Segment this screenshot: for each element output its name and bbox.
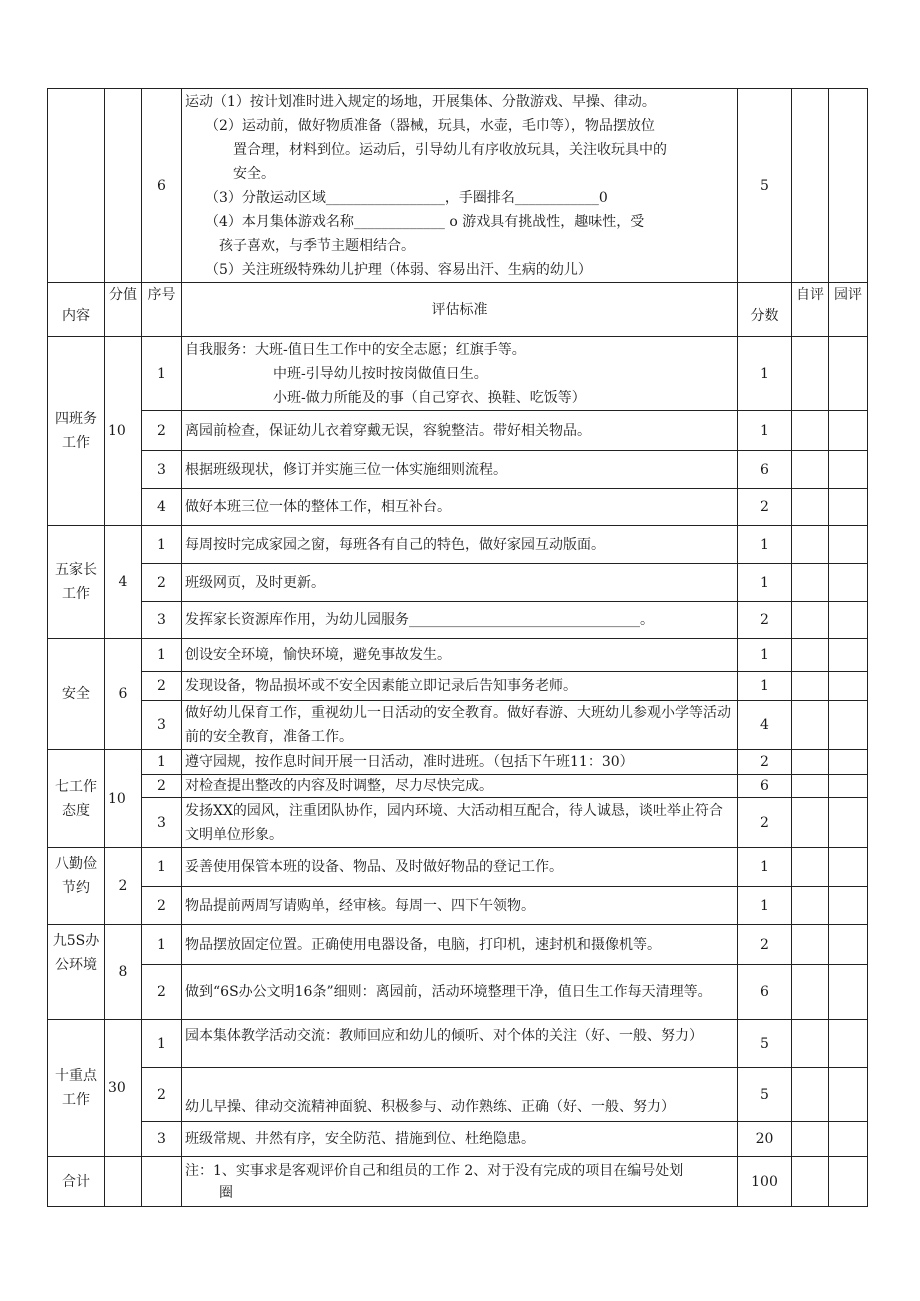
points-cell: 6 [105,639,142,750]
self-eval-cell [792,925,829,965]
criteria-cell: 发现设备，物品损坏或不安全因素能立即记录后告知事务老师。 [182,672,738,701]
score-cell: 2 [738,750,792,775]
school-eval-cell [829,602,868,639]
table-row [48,965,868,1020]
score-cell: 1 [738,887,792,925]
criteria-cell: 班级常规、井然有序，安全防范、措施到位、杜绝隐患。 [182,1122,738,1157]
criteria-line: 运动（1）按计划准时进入规定的场地，开展集体、分散游戏、早操、律动。 [185,93,656,110]
self-eval-cell [792,89,829,283]
criteria-line: 小班-做力所能及的事（自己穿衣、换鞋、吃饭等） [273,389,586,406]
table-row [48,925,868,965]
self-eval-cell [792,489,829,526]
criteria-cell: 园本集体教学活动交流：教师回应和幼儿的倾听、对个体的关注（好、一般、努力） [182,1020,738,1068]
seq-cell: 2 [142,965,182,1020]
score-cell: 1 [738,564,792,602]
school-eval-cell [829,639,868,672]
table-row [48,750,868,775]
score-cell: 2 [738,798,792,848]
table-row [48,887,868,925]
school-eval-cell [829,1020,868,1068]
self-eval-cell [792,1068,829,1122]
seq-cell: 2 [142,775,182,798]
category-cell: 安全 [48,639,105,750]
self-eval-cell [792,411,829,451]
score-cell: 6 [738,775,792,798]
school-eval-cell [829,489,868,526]
score-cell: 5 [738,89,792,283]
score-cell: 6 [738,451,792,489]
seq-cell: 3 [142,798,182,848]
school-eval-cell [829,848,868,887]
school-eval-cell [829,775,868,798]
self-eval-cell [792,1157,829,1207]
points-cell [105,89,142,283]
score-cell: 1 [738,337,792,411]
self-eval-cell [792,848,829,887]
criteria-cell: 妥善使用保管本班的设备、物品、及时做好物品的登记工作。 [182,848,738,887]
header-content: 内容 [48,283,105,337]
criteria-line: 安全。 [233,165,275,182]
school-eval-cell [829,701,868,750]
self-eval-cell [792,639,829,672]
score-cell: 1 [738,411,792,451]
header-points: 分值 [105,283,142,337]
seq-cell [142,1157,182,1207]
criteria-line: 孩子喜欢，与季节主题相结合。 [219,237,415,254]
points-cell [105,1157,142,1207]
criteria-cell: 发挥家长资源库作用，为幼儿园服务_________________________________。 [182,602,738,639]
criteria-cell: 班级网页，及时更新。 [182,564,738,602]
total-score: 100 [738,1157,792,1207]
table-row [48,672,868,701]
self-eval-cell [792,337,829,411]
school-eval-cell [829,411,868,451]
self-eval-cell [792,965,829,1020]
points-cell: 30 [105,1020,142,1157]
self-eval-cell [792,701,829,750]
seq-cell: 2 [142,887,182,925]
table-row [48,89,868,283]
criteria-cell: 物品提前两周写请购单，经审核。每周一、四下午领物。 [182,887,738,925]
category-cell: 五家长工作 [48,526,105,639]
self-eval-cell [792,451,829,489]
seq-cell: 1 [142,639,182,672]
criteria-line: 置合理，材料到位。运动后，引导幼儿有序收放玩具，关注收玩具中的 [233,141,667,158]
score-cell: 2 [738,602,792,639]
score-cell: 1 [738,672,792,701]
seq-cell: 1 [142,750,182,775]
criteria-cell [182,337,738,411]
table-row [48,775,868,798]
seq-cell: 1 [142,526,182,564]
criteria-cell: 做好本班三位一体的整体工作，相互补台。 [182,489,738,526]
seq-cell: 1 [142,337,182,411]
criteria-cell: 物品摆放固定位置。正确使用电器设备，电脑，打印机，速封机和摄像机等。 [182,925,738,965]
school-eval-cell [829,750,868,775]
table-row [48,701,868,750]
table-row [48,1020,868,1068]
school-eval-cell [829,526,868,564]
self-eval-cell [792,750,829,775]
points-cell: 8 [105,925,142,1020]
table-row [48,411,868,451]
school-eval-cell [829,337,868,411]
header-school-eval: 园评 [829,283,868,337]
seq-cell: 3 [142,451,182,489]
table-row [48,564,868,602]
total-note [182,1157,738,1207]
seq-cell: 2 [142,672,182,701]
seq-cell: 1 [142,1020,182,1068]
category-cell: 七工作态度 [48,750,105,848]
school-eval-cell [829,1157,868,1207]
score-cell: 5 [738,1068,792,1122]
score-cell: 4 [738,701,792,750]
header-score: 分数 [738,283,792,337]
criteria-cell: 做到“6S办公文明16条”细则：离园前，活动环境整理干净，值日生工作每天清理等。 [182,965,738,1020]
school-eval-cell [829,451,868,489]
seq-cell: 6 [142,89,182,283]
points-cell: 10 [105,750,142,848]
table-row [48,489,868,526]
seq-cell: 2 [142,411,182,451]
self-eval-cell [792,526,829,564]
school-eval-cell [829,925,868,965]
score-cell: 6 [738,965,792,1020]
seq-cell: 3 [142,1122,182,1157]
criteria-cell: 离园前检查，保证幼儿衣着穿戴无误，容貌整洁。带好相关物品。 [182,411,738,451]
self-eval-cell [792,775,829,798]
school-eval-cell [829,1068,868,1122]
points-cell: 4 [105,526,142,639]
criteria-cell: 创设安全环境，愉快环境，避免事故发生。 [182,639,738,672]
total-row [48,1157,868,1207]
category-cell: 九5S办公环境 [48,925,105,1020]
criteria-cell: 对检查提出整改的内容及时调整，尽力尽快完成。 [182,775,738,798]
points-cell: 2 [105,848,142,925]
category-cell: 四班务工作 [48,337,105,526]
school-eval-cell [829,798,868,848]
seq-cell: 3 [142,602,182,639]
evaluation-table [47,88,868,1207]
table-row [48,337,868,411]
score-cell: 20 [738,1122,792,1157]
table-row [48,798,868,848]
criteria-cell: 做好幼儿保育工作，重视幼儿一日活动的安全教育。做好春游、大班幼儿参观小学等活动前的安全教育，准备工作。 [182,701,738,750]
seq-cell: 3 [142,701,182,750]
table-row [48,602,868,639]
criteria-line: 自我服务：大班-值日生工作中的安全志愿；红旗手等。 [185,341,526,358]
header-seq: 序号 [142,283,182,337]
self-eval-cell [792,887,829,925]
school-eval-cell [829,672,868,701]
self-eval-cell [792,1122,829,1157]
criteria-line: （2）运动前，做好物质准备（器械，玩具，水壶，毛巾等），物品摆放位 [205,117,655,134]
self-eval-cell [792,672,829,701]
school-eval-cell [829,1122,868,1157]
seq-cell: 4 [142,489,182,526]
school-eval-cell [829,887,868,925]
criteria-cell: 每周按时完成家园之窗，每班各有自己的特色，做好家园互动版面。 [182,526,738,564]
header-row [48,283,868,337]
note-line: 圈 [219,1184,233,1201]
table-row [48,848,868,887]
points-cell: 10 [105,337,142,526]
note-line: 注：1、实事求是客观评价自己和组员的工作 2、对于没有完成的项目在编号处划 [185,1162,684,1179]
score-cell: 2 [738,925,792,965]
table-row [48,639,868,672]
seq-cell: 1 [142,925,182,965]
criteria-line: 中班-引导幼儿按时按岗做值日生。 [273,365,488,382]
school-eval-cell [829,564,868,602]
seq-cell: 1 [142,848,182,887]
criteria-line: （5）关注班级特殊幼儿护理（体弱、容易出汗、生病的幼儿） [205,261,592,278]
self-eval-cell [792,798,829,848]
table-row [48,1068,868,1122]
school-eval-cell [829,89,868,283]
criteria-cell: 根据班级现状，修订并实施三位一体实施细则流程。 [182,451,738,489]
table-row [48,526,868,564]
header-criteria: 评估标准 [182,283,738,337]
category-cell: 十重点工作 [48,1020,105,1157]
seq-cell: 2 [142,564,182,602]
total-label: 合计 [48,1157,105,1207]
criteria-cell: 遵守园规，按作息时间开展一日活动，准时进班。（包括下午班11：30） [182,750,738,775]
self-eval-cell [792,602,829,639]
score-cell: 5 [738,1020,792,1068]
score-cell: 2 [738,489,792,526]
criteria-cell [182,89,738,283]
criteria-cell: 幼儿早操、律动交流精神面貌、积极参与、动作熟练、正确（好、一般、努力） [182,1068,738,1122]
seq-cell: 2 [142,1068,182,1122]
category-cell: 八勤俭节约 [48,848,105,925]
header-self-eval: 自评 [792,283,829,337]
content-cell [48,89,105,283]
score-cell: 1 [738,526,792,564]
criteria-line: （3）分散运动区域_________________，手圈排名____________0 [205,189,608,206]
score-cell: 1 [738,848,792,887]
table-row [48,451,868,489]
school-eval-cell [829,965,868,1020]
self-eval-cell [792,564,829,602]
score-cell: 1 [738,639,792,672]
table-row [48,1122,868,1157]
criteria-cell: 发扬XX的园风，注重团队协作，园内环境、大活动相互配合，待人诚恳，谈吐举止符合文明单位形象。 [182,798,738,848]
criteria-line: （4）本月集体游戏名称_____________ o 游戏具有挑战性，趣味性，受 [205,213,645,230]
self-eval-cell [792,1020,829,1068]
